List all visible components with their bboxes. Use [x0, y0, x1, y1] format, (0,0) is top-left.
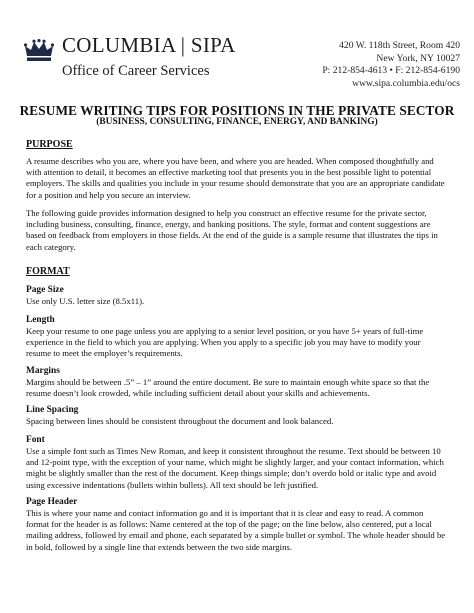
contact-phone-fax: P: 212-854-4613 • F: 212-854-6190	[322, 65, 460, 77]
text-line: might be slightly smaller than the rest of the document. Keep things simple; don’t overdo bold or italic type and avoid	[26, 468, 437, 479]
text-line: Margins should be between .5” – 1” around the entire document. Be sure to maintain enough white space so that the	[26, 377, 430, 387]
section-heading-format: FORMAT	[26, 266, 70, 277]
text-line: based on feedback from employers in those fields. At the end of the guide is a sample resume that illustrates the tips in	[26, 230, 438, 241]
margins-text	[26, 377, 456, 399]
text-line: in bold, followed by a single line that extends between the two side margins.	[26, 541, 292, 552]
line-spacing-text	[26, 416, 456, 427]
subheading-page-header: Page Header	[26, 497, 78, 507]
text-line: Use only U.S. letter size (8.5x11).	[26, 296, 145, 306]
subheading-length: Length	[26, 315, 55, 325]
text-line: resume to meet the employer’s requirements.	[26, 348, 183, 359]
contact-block	[322, 40, 460, 90]
text-line: Keep your resume to one page unless you are applying to a senior level position, or you have 5+ years of full-time	[26, 326, 424, 336]
text-line: for a position and help you secure an interview.	[26, 189, 191, 200]
text-line: format for the header is as follows: Name centered at the top of the page; on the line below, also centered, put a local	[26, 519, 432, 530]
page-header-text	[26, 508, 456, 553]
text-line: Spacing between lines should be consistent throughout the document and look balanced.	[26, 416, 334, 426]
font-text	[26, 446, 456, 491]
document-subtitle: (BUSINESS, CONSULTING, FINANCE, ENERGY, AND BANKING)	[96, 117, 378, 127]
subheading-line-spacing: Line Spacing	[26, 405, 79, 415]
text-line: resume doesn’t look crowded, while including sufficient detail about your skills and achievements.	[26, 388, 370, 399]
subheading-font: Font	[26, 435, 45, 445]
text-line: A resume describes who you are, where you have been, and where you are headed. When composed thoughtfully and	[26, 156, 434, 166]
contact-address: 420 W. 118th Street, Room 420	[339, 40, 460, 51]
text-line: and 12-point type, with the exception of your name, which might be slightly larger, and your contact information, which	[26, 457, 444, 468]
text-line: Use a simple font such as Times New Roman, and keep it consistent throughout the resume. Text should be between 10	[26, 446, 441, 456]
text-line: with attention to detail, it becomes an effective marketing tool that presents you in the best possible light to potential	[26, 167, 432, 178]
contact-city: New York, NY 10027	[376, 52, 460, 64]
length-text	[26, 326, 456, 360]
text-line: This is where your name and contact information go and it is important that it is clear and easy to read. A common	[26, 508, 424, 518]
crown-logo-icon	[24, 39, 54, 63]
text-line: including business, consulting, finance, energy, and banking positions. The style, format and content suggestions are	[26, 219, 431, 230]
text-line: employers. The skills and qualities you include in your resume should demonstrate that you are an appropriate candidate	[26, 178, 445, 189]
document-title: RESUME WRITING TIPS FOR POSITIONS IN THE PRIVATE SECTOR	[19, 103, 455, 118]
purpose-paragraph-2	[26, 208, 456, 253]
section-heading-purpose: PURPOSE	[26, 139, 73, 150]
text-line: The following guide provides information designed to help you construct an effective resume for the private sector,	[26, 208, 427, 218]
text-line: mailing address, followed by email and phone, each separated by a simple bullet or symbol. The whole header should be	[26, 530, 446, 541]
subheading-page-size: Page Size	[26, 285, 64, 295]
contact-website[interactable]: www.sipa.columbia.edu/ocs	[352, 77, 460, 89]
brand-name: COLUMBIA | SIPA	[62, 33, 236, 57]
subheading-margins: Margins	[26, 366, 60, 376]
text-line: experience in the field to which you are applying. When you apply to a specific job you may have to modify your	[26, 337, 421, 348]
text-line: using excessive indentations (bullets within bullets). All text should be left justified.	[26, 479, 319, 490]
purpose-paragraph-1	[26, 156, 456, 201]
page-size-text	[26, 296, 456, 307]
text-line: each category.	[26, 241, 76, 252]
office-name: Office of Career Services	[62, 63, 210, 79]
